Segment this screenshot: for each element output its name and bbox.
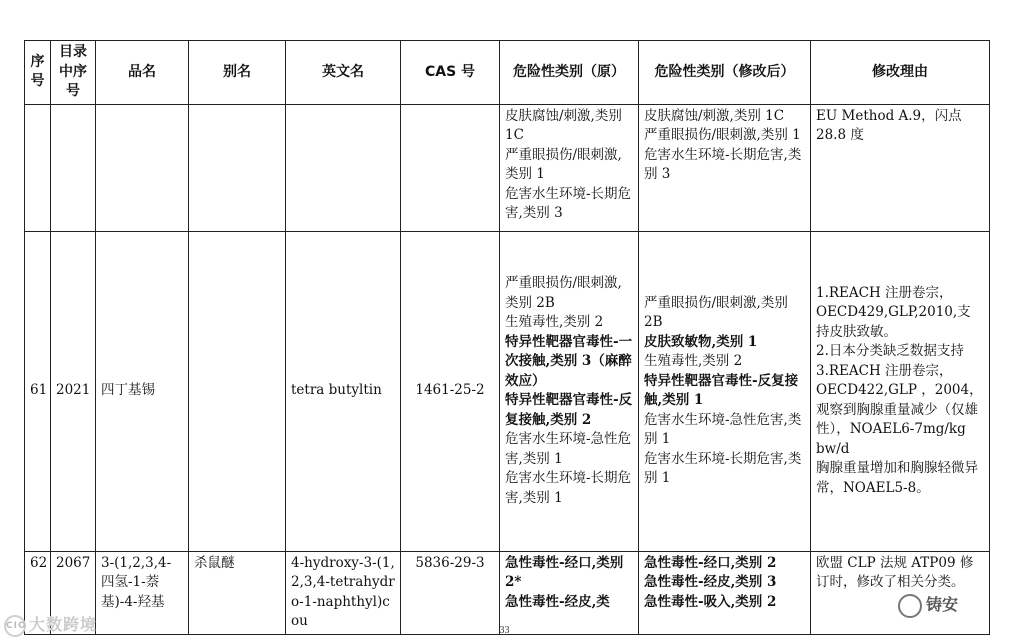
header-seq: 序 号 [25, 41, 51, 105]
cell-name: 四丁基锡 [96, 231, 189, 551]
hazard-entry: 皮肤腐蚀/刺激,类别 1C [644, 107, 785, 124]
hazard-entry: 危害水生环境-长期危害,类别 3 [644, 146, 802, 182]
cell-seq [25, 104, 51, 231]
hazard-entry: 皮肤致敏物,类别 1 [644, 333, 758, 350]
hazard-entry: 危害水生环境-长期危害,类别 1 [644, 450, 802, 486]
hazard-entry: 严重眼损伤/眼刺激,类别 2B [644, 294, 788, 330]
cell-catalog-seq: 2067 [51, 551, 96, 634]
cell-english-name [286, 104, 401, 231]
cell-hazard-original [500, 104, 639, 231]
header-reason: 修改理由 [811, 41, 990, 105]
watermark-logo-icon: CIO [4, 615, 26, 637]
table-row [25, 104, 990, 231]
hazard-entry: 特异性靶器官毒性-一次接触,类别 3（麻醉效应） [505, 333, 633, 389]
hazard-entry: 危害水生环境-长期危害,类别 3 [505, 185, 632, 221]
cell-reason: 1.REACH 注册卷宗，OECD429,GLP,2010,支持皮肤致敏。 2.日本分类缺乏数据支持 3.REACH 注册卷宗，OECD422,GLP ，2004，观察到胸腺重量减少（仅雄性），NOAEL6-7mg/kg bw/d 胸腺重量增加和胸腺轻微异常，NOAEL5-8。 [811, 231, 990, 551]
hazard-entry: 急性毒性-经皮,类别 3 [644, 574, 777, 590]
hazard-entry: 急性毒性-经口,类别 2 [644, 554, 777, 571]
header-english-name: 英文名 [286, 41, 401, 105]
hazard-entry: 危害水生环境-急性危害,类别 1 [505, 431, 632, 467]
cell-alias: 杀鼠醚 [189, 551, 286, 634]
cell-english-name: tetra butyltin [286, 231, 401, 551]
hazard-entry: 严重眼损伤/眼刺激,类别 2B [505, 275, 622, 311]
cell-name: 3-(1,2,3,4-四氢-1-萘基)-4-羟基 [96, 551, 189, 634]
hazard-entry: 特异性靶器官毒性-反复接触,类别 2 [505, 392, 633, 428]
cell-hazard-original [500, 231, 639, 551]
hazard-entry: 急性毒性-吸入,类别 2 [644, 593, 777, 610]
header-hazard-revised: 危险性类别（修改后） [639, 41, 811, 105]
hazard-entry: 急性毒性-经皮,类 [505, 593, 610, 610]
cell-reason: EU Method A.9，闪点 28.8 度 [811, 104, 990, 231]
cell-name [96, 104, 189, 231]
cell-cas: 1461-25-2 [401, 231, 500, 551]
hazard-entry: 生殖毒性,类别 2 [505, 314, 604, 330]
table-header-row [25, 41, 990, 105]
cell-alias [189, 104, 286, 231]
watermark-right-text: 铸安 [926, 595, 959, 614]
page-number: 33 [499, 625, 510, 636]
cell-reason: 欧盟 CLP 法规 ATP09 修订时，修改了相关分类。 [811, 551, 990, 634]
cell-english-name: 4-hydroxy-3-(1,2,3,4-tetrahydro-1-naphthyl)cou [286, 551, 401, 634]
cell-hazard-revised [639, 231, 811, 551]
hazard-classification-table [24, 40, 990, 635]
cell-cas [401, 104, 500, 231]
header-name: 品名 [96, 41, 189, 105]
cell-hazard-revised [639, 551, 811, 634]
hazard-entry: 急性毒性-经口,类别 2* [505, 554, 624, 590]
watermark-left-text: 大数跨境 [29, 615, 98, 634]
hazard-entry: 危害水生环境-长期危害,类别 1 [505, 470, 632, 506]
header-catalog-seq: 目录 中序 号 [51, 41, 96, 105]
cell-catalog-seq: 2021 [51, 231, 96, 551]
table-row [25, 551, 990, 634]
hazard-entry: 皮肤腐蚀/刺激,类别 1C [505, 107, 622, 143]
cell-cas: 5836-29-3 [401, 551, 500, 634]
header-hazard-original: 危险性类别（原） [500, 41, 639, 105]
cell-catalog-seq [51, 104, 96, 231]
hazard-entry: 生殖毒性,类别 2 [644, 353, 743, 369]
cell-seq: 61 [25, 231, 51, 551]
cell-alias [189, 231, 286, 551]
wechat-logo-icon [898, 594, 922, 618]
header-alias: 别名 [189, 41, 286, 105]
table-row [25, 231, 990, 551]
hazard-entry: 特异性靶器官毒性-反复接触,类别 1 [644, 372, 799, 408]
hazard-entry: 危害水生环境-急性危害,类别 1 [644, 411, 802, 447]
cell-hazard-original [500, 551, 639, 634]
header-cas: CAS 号 [401, 41, 500, 105]
cell-seq: 62 [25, 551, 51, 634]
hazard-entry: 严重眼损伤/眼刺激,类别 1 [644, 127, 801, 143]
watermark-right [894, 590, 962, 620]
hazard-entry: 严重眼损伤/眼刺激,类别 1 [505, 146, 622, 182]
cell-hazard-revised [639, 104, 811, 231]
